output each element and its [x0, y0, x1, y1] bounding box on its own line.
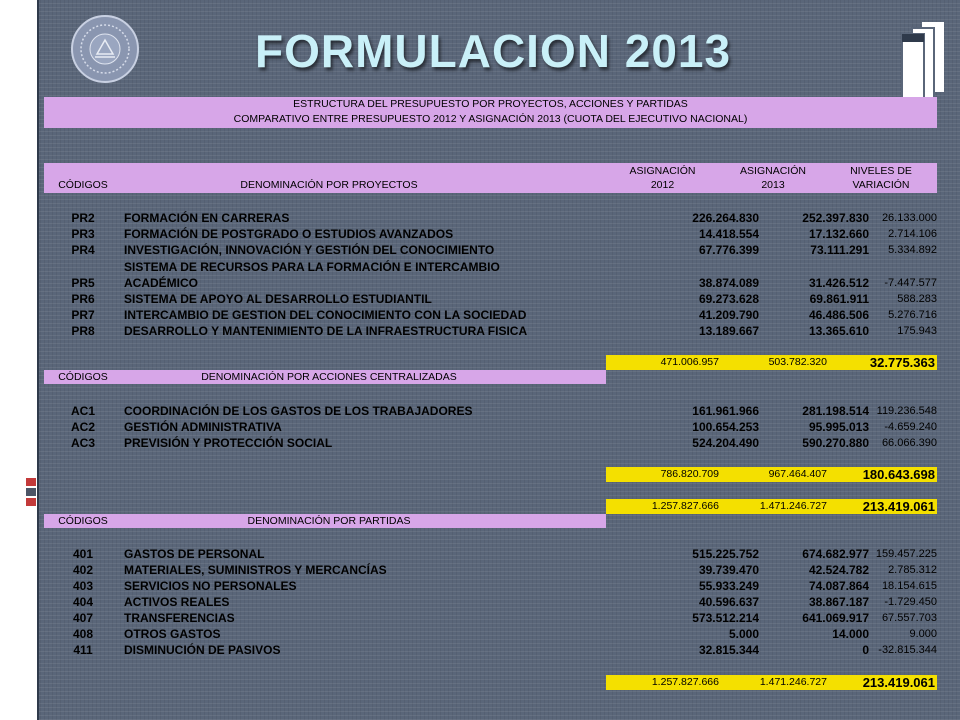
decorative-square	[26, 478, 36, 486]
report-header-line1: ESTRUCTURA DEL PRESUPUESTO POR PROYECTOS, ACCIONES Y PARTIDAS	[293, 98, 688, 110]
row-variation: 67.557.703	[881, 612, 937, 624]
col-variation-a: NIVELES DE	[850, 165, 912, 177]
table-row	[44, 626, 937, 642]
row-variation: 119.236.548	[876, 405, 937, 417]
row-name: TRANSFERENCIAS	[124, 611, 235, 625]
column-header-row	[44, 163, 937, 193]
row-a2013: 73.111.291	[810, 243, 869, 257]
row-a2013: 14.000	[832, 627, 869, 641]
partidas-section-header	[44, 514, 606, 528]
table-row	[44, 242, 937, 258]
col-denomination-partidas: DENOMINACIÓN POR PARTIDAS	[247, 515, 411, 527]
row-code: PR4	[71, 243, 95, 257]
row-variation: -32.815.344	[878, 644, 937, 656]
total-variation: 213.419.061	[862, 675, 935, 690]
row-variation: 26.133.000	[881, 212, 937, 224]
table-row	[44, 642, 937, 658]
row-variation: 159.457.225	[875, 548, 937, 560]
table-row	[44, 594, 937, 610]
row-name: FORMACIÓN EN CARRERAS	[124, 211, 290, 225]
row-a2012: 55.933.249	[698, 579, 759, 593]
row-a2012: 41.209.790	[698, 308, 759, 322]
row-variation: 588.283	[897, 293, 937, 305]
row-variation: 2.714.106	[888, 228, 937, 240]
total-a2012: 471.006.957	[660, 356, 719, 368]
table-row	[44, 307, 937, 323]
col-asig-2013-b: 2013	[761, 179, 785, 191]
actions-section-header	[44, 370, 606, 384]
row-a2013: 69.861.911	[809, 292, 869, 306]
row-name: COORDINACIÓN DE LOS GASTOS DE LOS TRABAJADORES	[124, 404, 473, 418]
row-a2013: 674.682.977	[802, 547, 869, 561]
table-row	[44, 323, 937, 339]
row-a2013: 95.995.013	[808, 420, 869, 434]
row-variation: 9.000	[909, 628, 937, 640]
row-a2012: 573.512.214	[692, 611, 759, 625]
row-a2013: 42.524.782	[808, 563, 869, 577]
col-codes: CÓDIGOS	[58, 515, 108, 527]
table-row	[44, 210, 937, 226]
row-a2013: 17.132.660	[808, 227, 869, 241]
total-variation: 180.643.698	[862, 467, 935, 482]
row-a2012: 40.596.637	[698, 595, 759, 609]
row-name: MATERIALES, SUMINISTROS Y MERCANCÍAS	[124, 563, 387, 577]
row-a2013: 38.867.187	[808, 595, 869, 609]
row-variation: 5.276.716	[888, 309, 937, 321]
row-code: AC3	[70, 436, 95, 450]
table-row	[44, 546, 937, 562]
row-name: PREVISIÓN Y PROTECCIÓN SOCIAL	[124, 436, 333, 450]
partidas-total-row	[606, 675, 937, 690]
row-code: 411	[73, 643, 93, 657]
row-name: FORMACIÓN DE POSTGRADO O ESTUDIOS AVANZADOS	[124, 227, 454, 241]
row-a2013: 46.486.506	[808, 308, 869, 322]
row-code: 407	[72, 611, 94, 625]
row-variation: -1.729.450	[884, 596, 937, 608]
row-a2012: 524.204.490	[692, 436, 759, 450]
total-a2013: 503.782.320	[768, 356, 827, 368]
table-row	[44, 562, 937, 578]
row-variation: 2.785.312	[888, 564, 937, 576]
row-variation: 66.066.390	[881, 437, 937, 449]
table-row	[44, 403, 937, 419]
total-a2012: 1.257.827.666	[651, 500, 719, 512]
grand-total-row	[606, 499, 937, 514]
row-code: 404	[72, 595, 94, 609]
row-code: 401	[72, 547, 94, 561]
table-row	[44, 275, 937, 291]
total-variation: 32.775.363	[869, 355, 935, 370]
decorative-square	[26, 488, 36, 496]
row-name: INVESTIGACIÓN, INNOVACIÓN Y GESTIÓN DEL CONOCIMIENTO	[124, 243, 495, 257]
row-a2013: 13.365.610	[808, 324, 869, 338]
row-name: GESTIÓN ADMINISTRATIVA	[124, 420, 282, 434]
row-code: PR3	[71, 227, 95, 241]
row-code: PR6	[71, 292, 95, 306]
col-denomination-actions: DENOMINACIÓN POR ACCIONES CENTRALIZADAS	[201, 371, 457, 383]
table-row	[44, 419, 937, 435]
col-codes: CÓDIGOS	[58, 371, 108, 383]
row-a2012: 100.654.253	[692, 420, 759, 434]
left-divider-line	[37, 0, 39, 720]
row-a2012: 13.189.667	[698, 324, 759, 338]
row-code: PR7	[71, 308, 95, 322]
row-a2013: 641.069.917	[802, 611, 869, 625]
projects-total-row	[606, 355, 937, 370]
col-variation-b: VARIACIÓN	[852, 179, 910, 191]
row-code: PR8	[71, 324, 95, 338]
total-a2012: 786.820.709	[660, 468, 719, 480]
row-code: PR5	[71, 276, 95, 290]
row-name-line1: SISTEMA DE RECURSOS PARA LA FORMACIÓN E INTERCAMBIO	[124, 260, 500, 274]
row-code: AC1	[70, 404, 95, 418]
row-a2012: 39.739.470	[698, 563, 759, 577]
row-a2012: 69.273.628	[698, 292, 759, 306]
row-a2012: 32.815.344	[698, 643, 759, 657]
row-name: INTERCAMBIO DE GESTION DEL CONOCIMIENTO CON LA SOCIEDAD	[124, 308, 527, 322]
table-row	[44, 226, 937, 242]
left-margin-strip	[0, 0, 37, 720]
row-a2013: 31.426.512	[808, 276, 869, 290]
row-a2012: 226.264.830	[692, 211, 759, 225]
row-a2012: 161.961.966	[692, 404, 759, 418]
row-name: DISMINUCIÓN DE PASIVOS	[124, 643, 281, 657]
row-name: OTROS GASTOS	[124, 627, 221, 641]
row-a2013: 252.397.830	[802, 211, 869, 225]
report-header-line2: COMPARATIVO ENTRE PRESUPUESTO 2012 Y ASIGNACIÓN 2013 (CUOTA DEL EJECUTIVO NACIONAL)	[233, 113, 748, 125]
page-title: FORMULACION 2013	[255, 25, 732, 77]
total-a2013: 1.471.246.727	[759, 500, 827, 512]
col-asig-2012-b: 2012	[650, 179, 675, 191]
table-row	[44, 610, 937, 626]
row-a2012: 38.874.089	[698, 276, 759, 290]
row-a2013: 590.270.880	[802, 436, 869, 450]
row-variation: 175.943	[897, 325, 937, 337]
row-a2012: 14.418.554	[698, 227, 759, 241]
row-variation: 18.154.615	[881, 580, 937, 592]
row-a2013: 281.198.514	[802, 404, 869, 418]
row-a2013: 74.087.864	[808, 579, 869, 593]
table-row-continuation	[44, 259, 937, 275]
row-a2012: 515.225.752	[692, 547, 759, 561]
decorative-square	[26, 498, 36, 506]
row-code: 408	[72, 627, 94, 641]
total-a2013: 967.464.407	[768, 468, 827, 480]
row-variation: -4.659.240	[884, 421, 937, 433]
table-row	[44, 578, 937, 594]
row-name: DESARROLLO Y MANTENIMIENTO DE LA INFRAESTRUCTURA FISICA	[124, 324, 528, 338]
actions-total-row	[606, 467, 937, 482]
row-name: ACTIVOS REALES	[124, 595, 230, 609]
row-name: ACADÉMICO	[124, 276, 198, 290]
row-a2012: 67.776.399	[698, 243, 759, 257]
row-code: 403	[72, 579, 94, 593]
col-asig-2012-a: ASIGNACIÓN	[629, 165, 696, 177]
total-a2013: 1.471.246.727	[759, 676, 827, 688]
row-variation: -7.447.577	[884, 277, 937, 289]
row-code: AC2	[70, 420, 95, 434]
row-name: SERVICIOS NO PERSONALES	[124, 579, 297, 593]
university-seal-icon	[70, 14, 140, 84]
table-row	[44, 435, 937, 451]
total-a2012: 1.257.827.666	[651, 676, 719, 688]
table-row	[44, 291, 937, 307]
total-variation: 213.419.061	[862, 499, 935, 514]
col-codes: CÓDIGOS	[58, 179, 108, 191]
row-name: SISTEMA DE APOYO AL DESARROLLO ESTUDIANTIL	[124, 292, 432, 306]
row-code: PR2	[71, 211, 95, 225]
row-a2012: 5.000	[728, 627, 759, 641]
report-header	[44, 97, 937, 128]
row-code: 402	[72, 563, 94, 577]
stacked-windows-icon	[900, 20, 946, 105]
col-asig-2013-a: ASIGNACIÓN	[740, 165, 806, 177]
row-variation: 5.334.892	[888, 244, 937, 256]
row-name: GASTOS DE PERSONAL	[124, 547, 265, 561]
row-a2013: 0	[862, 643, 869, 657]
col-denomination: DENOMINACIÓN POR PROYECTOS	[240, 179, 418, 191]
